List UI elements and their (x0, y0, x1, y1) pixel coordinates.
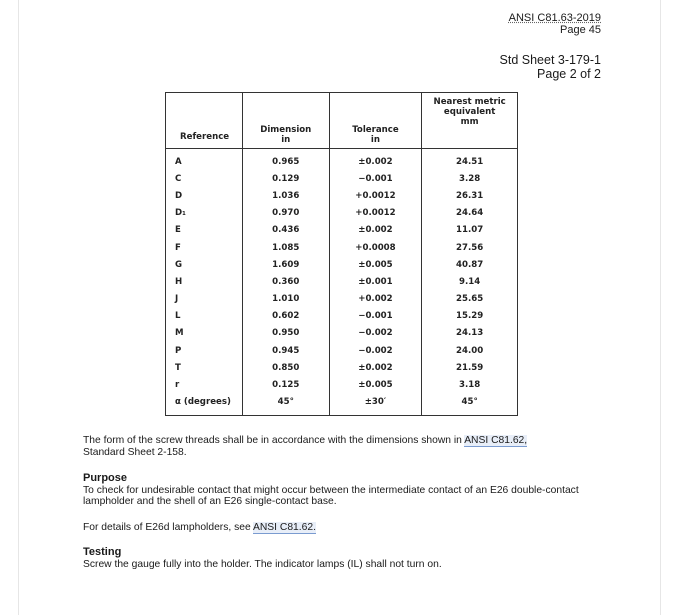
cell-tolerance: +0.0008 (329, 239, 422, 256)
standard-code: ANSI C81.63-2019 (508, 12, 601, 24)
cell-tolerance: ±0.005 (329, 376, 422, 393)
column-header-metric: Nearest metric equivalent mm (422, 93, 518, 149)
cell-dimension: 45° (242, 394, 329, 416)
cell-dimension: 0.436 (242, 222, 329, 239)
table-row (166, 308, 518, 325)
cell-reference: J (166, 291, 243, 308)
sheet-title: Std Sheet 3-179-1 (499, 53, 601, 67)
cell-metric: 45° (422, 394, 518, 416)
cell-reference: A (166, 149, 243, 171)
cell-tolerance: −0.002 (329, 325, 422, 342)
cell-reference: G (166, 256, 243, 273)
table-row (166, 205, 518, 222)
cell-dimension: 1.609 (242, 256, 329, 273)
cell-tolerance: ±0.005 (329, 256, 422, 273)
cell-tolerance: −0.001 (329, 170, 422, 187)
cell-reference: E (166, 222, 243, 239)
thread-form-paragraph: The form of the screw threads shall be in accordance with the dimensions shown in ANSI C81.62, Standard Sheet 2-158. (83, 435, 528, 458)
column-header-tolerance: Tolerance in (329, 93, 422, 149)
page-number: Page 45 (560, 24, 601, 36)
cell-metric: 15.29 (422, 308, 518, 325)
cell-dimension: 0.970 (242, 205, 329, 222)
cell-tolerance: ±0.002 (329, 359, 422, 376)
cell-reference: H (166, 273, 243, 290)
cell-reference: P (166, 342, 243, 359)
cell-dimension: 0.850 (242, 359, 329, 376)
cell-tolerance: ±30′ (329, 394, 422, 416)
cell-tolerance: +0.002 (329, 291, 422, 308)
purpose-heading: Purpose (83, 472, 128, 484)
cell-reference: α (degrees) (166, 394, 243, 416)
testing-section (83, 547, 603, 570)
column-header-dimension: Dimension in (242, 93, 329, 149)
column-header-reference: Reference (166, 93, 243, 149)
cell-metric: 11.07 (422, 222, 518, 239)
purpose-text: To check for undesirable contact that might occur between the intermediate contact of an E26 double-contact lampholder and the shell of an E26 single-contact base. (83, 484, 579, 507)
cell-reference: D (166, 187, 243, 204)
cell-metric: 3.28 (422, 170, 518, 187)
cell-metric: 25.65 (422, 291, 518, 308)
cell-dimension: 1.010 (242, 291, 329, 308)
cell-tolerance: +0.0012 (329, 205, 422, 222)
sheet-info (500, 53, 601, 81)
table-row (166, 325, 518, 342)
table-row (166, 342, 518, 359)
cell-metric: 21.59 (422, 359, 518, 376)
table-row (166, 222, 518, 239)
table-row (166, 273, 518, 290)
ansi-c81-62-link[interactable]: ANSI C81.62, (464, 435, 528, 446)
cell-reference: L (166, 308, 243, 325)
cell-reference: M (166, 325, 243, 342)
cell-tolerance: ±0.001 (329, 273, 422, 290)
cell-metric: 9.14 (422, 273, 518, 290)
cell-reference: r (166, 376, 243, 393)
dimension-table (165, 92, 518, 416)
cell-reference: D₁ (166, 205, 243, 222)
cell-tolerance: ±0.002 (329, 222, 422, 239)
table-row (166, 239, 518, 256)
sheet-page: Page 2 of 2 (537, 67, 601, 81)
purpose-section (83, 473, 603, 508)
details-paragraph: For details of E26d lampholders, see ANSI C81.62. (83, 522, 316, 533)
cell-tolerance: ±0.002 (329, 149, 422, 171)
cell-dimension: 0.129 (242, 170, 329, 187)
cell-metric: 27.56 (422, 239, 518, 256)
cell-reference: C (166, 170, 243, 187)
cell-metric: 24.00 (422, 342, 518, 359)
cell-metric: 24.64 (422, 205, 518, 222)
table-row (166, 359, 518, 376)
cell-metric: 24.13 (422, 325, 518, 342)
table-row (166, 376, 518, 393)
table-row (166, 187, 518, 204)
cell-dimension: 0.602 (242, 308, 329, 325)
ansi-c81-62-details-link[interactable]: ANSI C81.62. (253, 522, 316, 533)
cell-metric: 24.51 (422, 149, 518, 171)
cell-metric: 3.18 (422, 376, 518, 393)
table-row (166, 256, 518, 273)
cell-tolerance: −0.002 (329, 342, 422, 359)
table-row (166, 291, 518, 308)
document-header (509, 12, 601, 36)
cell-dimension: 0.125 (242, 376, 329, 393)
testing-heading: Testing (83, 546, 122, 558)
cell-dimension: 1.036 (242, 187, 329, 204)
cell-dimension: 0.945 (242, 342, 329, 359)
table-row (166, 149, 518, 171)
cell-reference: T (166, 359, 243, 376)
cell-dimension: 1.085 (242, 239, 329, 256)
table-row (166, 394, 518, 416)
cell-reference: F (166, 239, 243, 256)
cell-tolerance: −0.001 (329, 308, 422, 325)
table-body (166, 149, 518, 416)
cell-dimension: 0.965 (242, 149, 329, 171)
table-row (166, 170, 518, 187)
testing-text: Screw the gauge fully into the holder. The indicator lamps (IL) shall not turn on. (83, 558, 442, 570)
cell-metric: 26.31 (422, 187, 518, 204)
cell-dimension: 0.360 (242, 273, 329, 290)
cell-metric: 40.87 (422, 256, 518, 273)
cell-tolerance: +0.0012 (329, 187, 422, 204)
cell-dimension: 0.950 (242, 325, 329, 342)
table-header-row (166, 93, 518, 149)
